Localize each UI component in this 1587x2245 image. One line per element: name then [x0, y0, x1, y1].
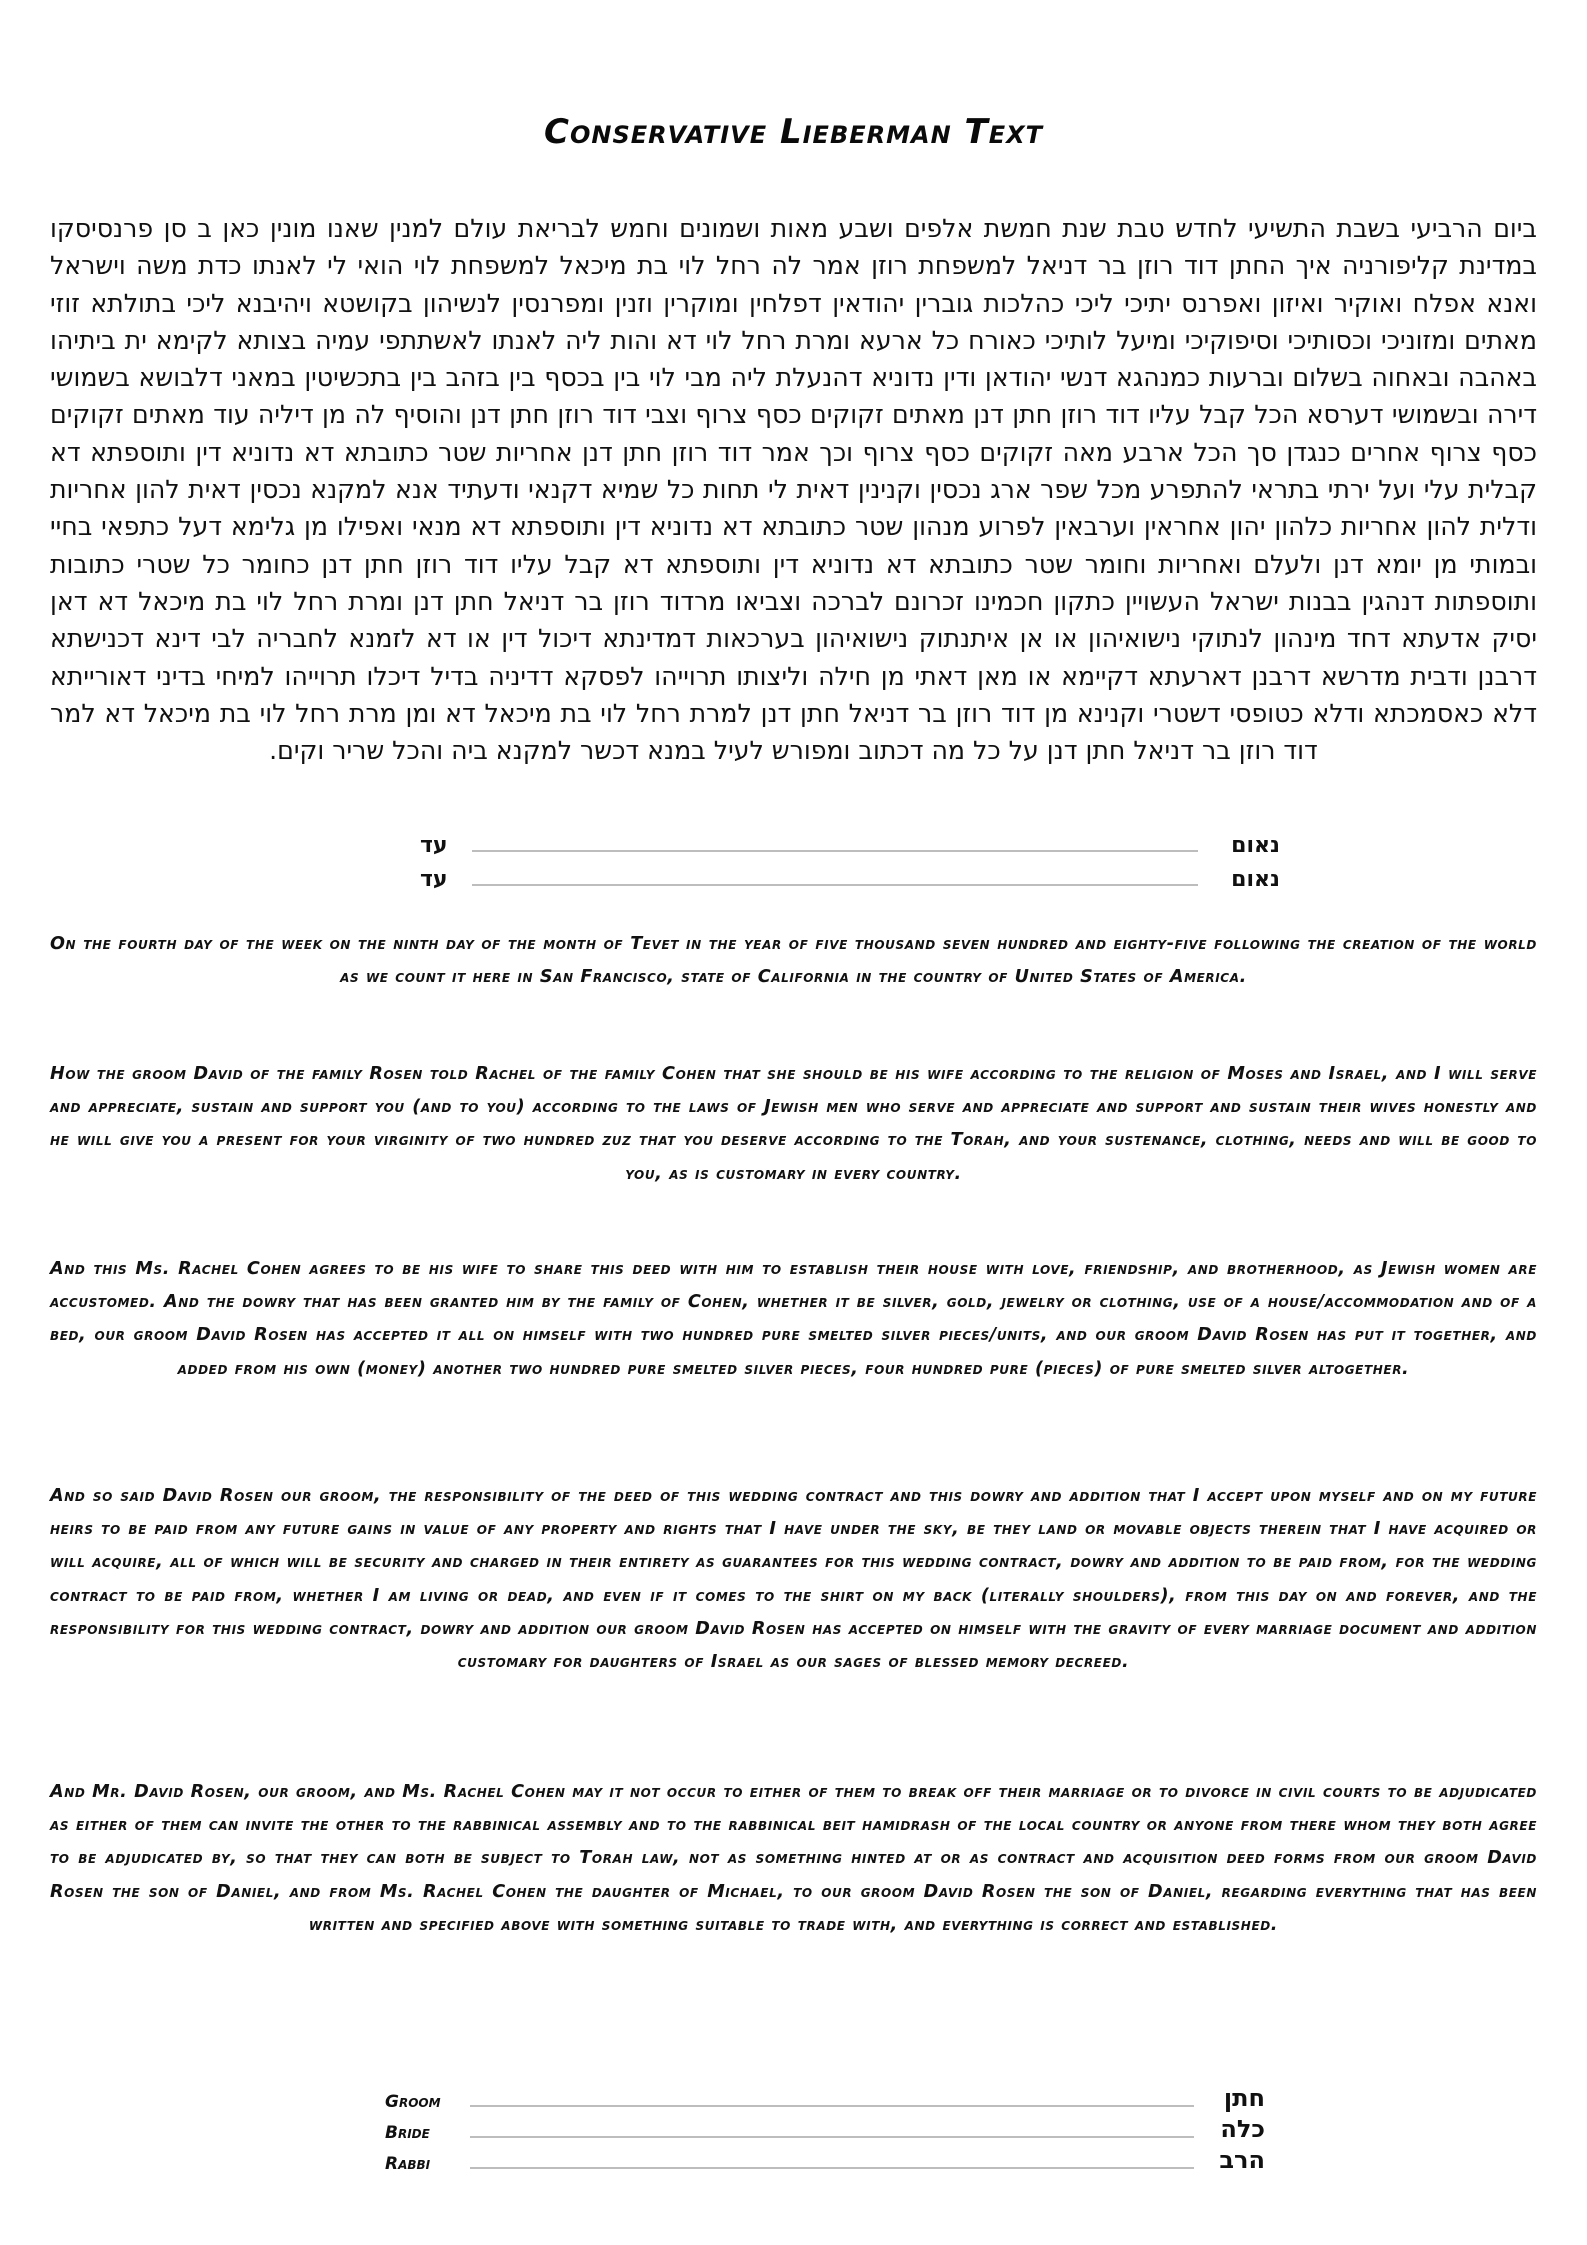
- signature-row-rabbi: [385, 2142, 1265, 2174]
- signature-label-english: Bride: [385, 2123, 430, 2143]
- signature-line: [470, 2135, 1194, 2138]
- english-paragraph-2: How the groom David of the family Rosen told Rachel of the family Cohen that she should be his wife according to the religion of Moses and Israel, and I will serve and appreciate, sustain and support you (and to you) according to the laws of Jewish men who serve and appreciate and support and sustain their wives honestly and he will give you a present for your virginity of two hundred zuz that you deserve according to the Torah, and your sustenance, clothing, needs and will be good to you, as is customary in every country.: [50, 1064, 1537, 1184]
- hebrew-text-block: ביום הרביעי בשבת התשיעי לחדש טבת שנת חמשת אלפים ושבע מאות ושמונים וחמש לבריאת עולם למנין שאנו מונין כאן ב סן פרנסיסקו במדינת קליפורניה איך החתן דוד רוזן בר דניאל למשפחת רוזן אמר לה רחל לוי בת מיכאל למשפחת לוי הואי לי לאנתו כדת משה וישראל ואנא אפלח ואוקיר ואיזון ואפרנס יתיכי ליכי כהלכות גוברין יהודאין דפלחין ומוקרין וזנין ומפרנסין לנשיהון בקושטא ויהיבנא ליכי בתולתא זוזי מאתים ומזוניכי וכסותיכי וסיפוקיכי ומיעל לותיכי כאורח כל ארעא ומרת רחל לוי דא והות ליה לאנתו לאשתתפי עמיה בצותא לקימא ית ביתיהו באהבה ובאחוה בשלום וברעות כמנהגא דנשי יהודאן ודין נדוניא דהנעלת ליה מבי לוי בין בכסף בין בזהב בין בתכשיטין במאני דלבושא בשמושי דירה ובשמושי דערסא הכל קבל עליו דוד רוזן חתן דנן מאתים זקוקים כסף צרוף וצבי דוד רוזן חתן דנן והוסיף לה מן דיליה עוד מאתים זקוקים כסף צרוף אחרים כנגדן סך הכל ארבע מאה זקוקים כסף צרוף וכך אמר דוד רוזן חתן דנן אחריות שטר כתובתא דא נדוניא דין ותוספתא דא קבלית עלי ועל ירתי בתראי להתפרע מכל שפר ארג נכסין וקנינין דאית לי תחות כל שמיא דקנאי ודעתיד אנא למקנא נכסין דאית להון אחריות ודלית להון אחריות כלהון יהון אחראין וערבאין לפרוע מנהון שטר כתובתא דא נדוניא דין ותוספתא דא מנאי ואפילו מן גלימא דעל כתפאי בחיי ובמותי מן יומא דנן ולעלם ואחריות וחומר שטר כתובתא דא נדוניא דין ותוספתא דא קבל עליו דוד רוזן חתן דנן כחומר כל שטרי כתובות ותוספתות דנהגין בבנות ישראל העשויין כתקון חכמינו זכרונם לברכה וצביאו מרדוד רוזן בר דניאל חתן דנן ומרת רחל לוי בת מיכאל דא דאן יסיק אדעתא דחד מינהון לנתוקי נישואיהון או אן איתנתוק נישואיהון בערכאות דמדינתא דיכול דין או דא לזמנא לחבריה לבי דינא דכנישתא דרבנן ודבית מדרשא דרבנן דארעתא דקיימא או מאן דאתי מן חילה וליצותו תרוייהו לפסקא דדיניה בדיל דיכלו תרוייהו למיחי בדיני דאורייתא דלא כאסמכתא ודלא כטופסי דשטרי וקנינא מן דוד רוזן בר דניאל חתן דנן למרת רחל לוי בת מיכאל דא ומן מרת רחל לוי בת מיכאל דא למר דוד רוזן בר דניאל חתן דנן על כל מה דכתוב ומפורש לעיל במנא דכשר למקנא ביה והכל שריר וקים.: [50, 214, 1537, 766]
- signature-line: [470, 2104, 1194, 2107]
- english-paragraph-1: On the fourth day of the week on the ninth day of the month of Tevet in the year of five thousand seven hundred and eighty-five following the creation of the world as we count it here in San Francisco, state of California in the country of United States of America.: [50, 934, 1537, 988]
- signature-row-groom: [385, 2080, 1265, 2112]
- signature-line: [472, 849, 1198, 852]
- english-paragraph-5: And Mr. David Rosen, our groom, and Ms. Rachel Cohen may it not occur to either of them to break off their marriage or to divorce in civil courts to be adjudicated as either of them can invite the other to the rabbinical assembly and to the rabbinical beit hamidrash of the local country or anyone from there whom they both agree to be adjudicated by, so that they can both be subject to Torah law, not as something hinted at or as contract and acquisition deed forms from our groom David Rosen the son of Daniel, and from Ms. Rachel Cohen the daughter of Michael, to our groom David Rosen the son of Daniel, regarding everything that has been written and specified above with something suitable to trade with, and everything is correct and established.: [50, 1782, 1537, 1935]
- signature-line: [472, 883, 1198, 886]
- witness-label-right: נאום: [1231, 867, 1280, 892]
- witness-line-2: [420, 858, 1280, 892]
- signature-label-english: Rabbi: [385, 2154, 431, 2174]
- ketubah-document: [50, 0, 1537, 2245]
- witness-line-1: [420, 824, 1280, 858]
- english-paragraph-4: And so said David Rosen our groom, the responsibility of the deed of this wedding contract and this dowry and addition that I accept upon myself and on my future heirs to be paid from any future gains in value of any property and rights that I have under the sky, be they land or movable objects therein that I have acquired or will acquire, all of which will be security and charged in their entirety as guarantees for this wedding contract, dowry and addition to be paid from, for the wedding contract to be paid from, whether I am living or dead, and even if it comes to the shirt on my back (literally shoulders), from this day on and forever, and the responsibility for this wedding contract, dowry and addition our groom David Rosen has accepted on himself with the gravity of every marriage document and addition customary for daughters of Israel as our sages of blessed memory decreed.: [50, 1486, 1537, 1673]
- witness-label-right: נאום: [1231, 833, 1280, 858]
- signature-label-hebrew: כלה: [1220, 2115, 1265, 2143]
- witness-label-left: עד: [420, 867, 448, 892]
- signature-line: [470, 2166, 1194, 2169]
- signature-label-hebrew: הרב: [1219, 2146, 1265, 2174]
- english-paragraph-3: And this Ms. Rachel Cohen agrees to be his wife to share this deed with him to establish their house with love, friendship, and brotherhood, as Jewish women are accustomed. And the dowry that has been granted him by the family of Cohen, whether it be silver, gold, jewelry or clothing, use of a house/accommodation and of a bed, our groom David Rosen has accepted it all on himself with two hundred pure smelted silver pieces/units, and our groom David Rosen has put it together, and added from his own (money) another two hundred pure smelted silver pieces, four hundred pure (pieces) of pure smelted silver altogether.: [50, 1259, 1537, 1379]
- witness-label-left: עד: [420, 833, 448, 858]
- document-title: Conservative Lieberman Text: [544, 112, 1043, 152]
- signature-label-hebrew: חתן: [1223, 2084, 1265, 2112]
- signature-row-bride: [385, 2111, 1265, 2143]
- signature-label-english: Groom: [385, 2092, 441, 2112]
